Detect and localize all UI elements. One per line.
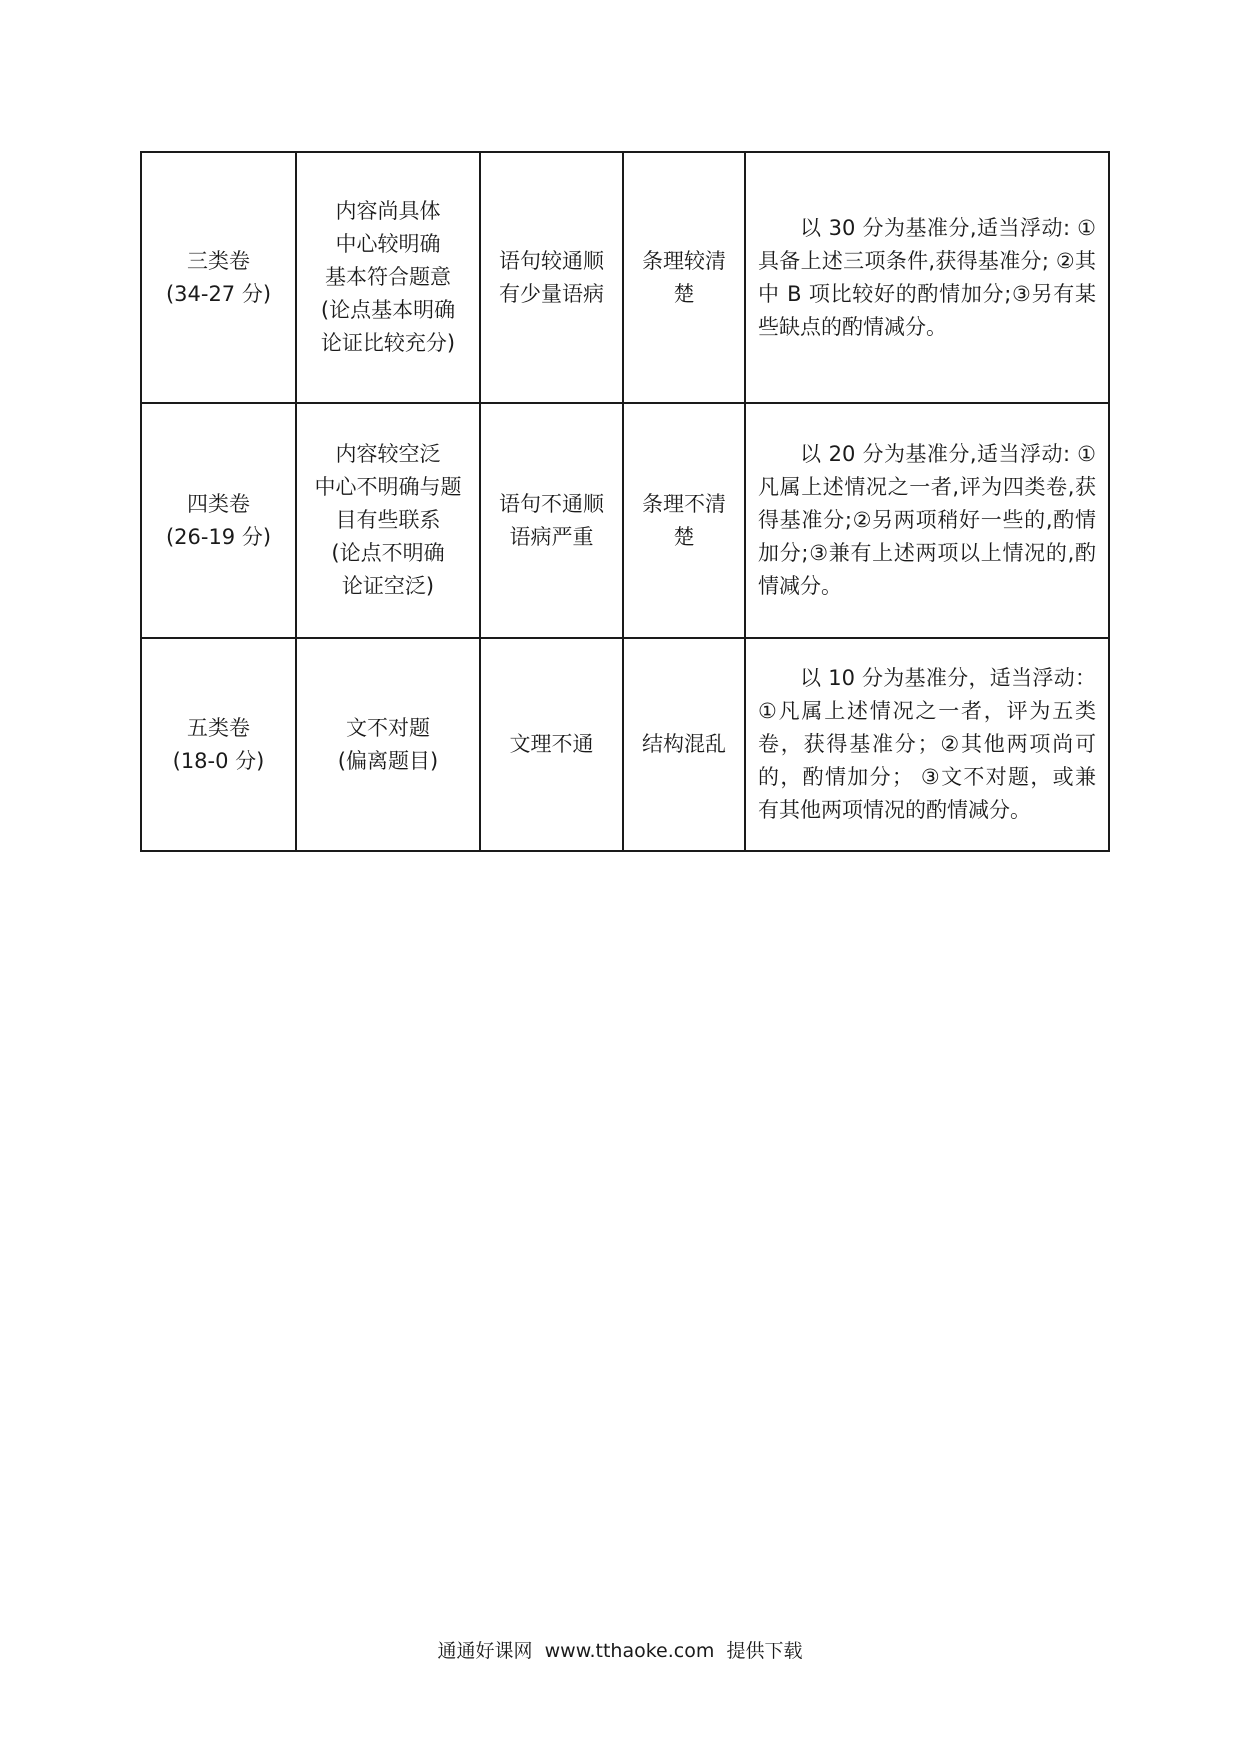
content-cell bbox=[296, 403, 480, 638]
grade-score-range: (18-0 分) bbox=[172, 748, 265, 773]
scoring-note: 以 30 分为基准分,适当浮动: ①具备上述三项条件,获得基准分; ②其中 B 项比较好的酌情加分;③另有某些缺点的酌情减分。 bbox=[758, 215, 1096, 339]
language-cell bbox=[480, 152, 623, 403]
content-cell bbox=[296, 638, 480, 851]
page-footer: 通通好课网 www.tthaoke.com 提供下载 bbox=[437, 1640, 803, 1662]
content-line: 基本符合题意 bbox=[325, 265, 451, 289]
grade-name: 三类卷 bbox=[187, 248, 250, 273]
content-line: 内容较空泛 bbox=[335, 442, 441, 466]
scoring-note: 以 10 分为基准分，适当浮动：①凡属上述情况之一者，评为五类卷，获得基准分；②其他两项尚可的，酌情加分； ③文不对题，或兼有其他两项情况的酌情减分。 bbox=[758, 666, 1096, 822]
content-line: (论点不明确 bbox=[331, 541, 445, 565]
scoring-note: 以 20 分为基准分,适当浮动: ①凡属上述情况之一者,评为四类卷,获得基准分;②另两项稍好一些的,酌情加分;③兼有上述两项以上情况的,酌情减分。 bbox=[758, 442, 1096, 598]
content-line: (偏离题目) bbox=[337, 748, 439, 773]
grade-name: 五类卷 bbox=[187, 715, 250, 740]
language-line: 语句不通顺 bbox=[499, 491, 604, 516]
structure-cell bbox=[623, 152, 745, 403]
structure-line: 条理不清 bbox=[642, 491, 726, 516]
structure-line: 条理较清 bbox=[642, 248, 726, 273]
content-line: 中心较明确 bbox=[335, 232, 441, 256]
structure-line: 楚 bbox=[673, 281, 695, 306]
content-line: 目有些联系 bbox=[335, 508, 441, 532]
language-line: 语句较通顺 bbox=[499, 248, 604, 273]
grade-cell bbox=[141, 638, 296, 851]
structure-line: 楚 bbox=[673, 524, 695, 549]
grade-score-range: (26-19 分) bbox=[165, 524, 272, 549]
structure-cell bbox=[623, 638, 745, 851]
table-row-grade-3 bbox=[141, 152, 1109, 403]
content-line: 文不对题 bbox=[346, 715, 430, 740]
content-cell bbox=[296, 152, 480, 403]
scoring-note-cell bbox=[745, 403, 1109, 638]
table-row-grade-4 bbox=[141, 403, 1109, 638]
content-line: 论证比较充分) bbox=[320, 331, 456, 355]
table-row-grade-5 bbox=[141, 638, 1109, 851]
language-cell bbox=[480, 403, 623, 638]
structure-line: 结构混乱 bbox=[642, 732, 726, 756]
grade-cell bbox=[141, 152, 296, 403]
structure-cell bbox=[623, 403, 745, 638]
grading-criteria-table bbox=[140, 151, 1110, 852]
scoring-note-cell bbox=[745, 638, 1109, 851]
grade-cell bbox=[141, 403, 296, 638]
content-line: 中心不明确与题 bbox=[314, 475, 462, 499]
language-line: 文理不通 bbox=[509, 732, 594, 756]
grade-score-range: (34-27 分) bbox=[165, 281, 272, 306]
content-line: 论证空泛) bbox=[341, 574, 435, 598]
content-line: 内容尚具体 bbox=[335, 199, 441, 223]
content-line: (论点基本明确 bbox=[320, 298, 456, 322]
language-line: 有少量语病 bbox=[499, 281, 604, 306]
language-line: 语病严重 bbox=[509, 524, 594, 549]
scoring-note-cell bbox=[745, 152, 1109, 403]
language-cell bbox=[480, 638, 623, 851]
grade-name: 四类卷 bbox=[187, 491, 250, 516]
